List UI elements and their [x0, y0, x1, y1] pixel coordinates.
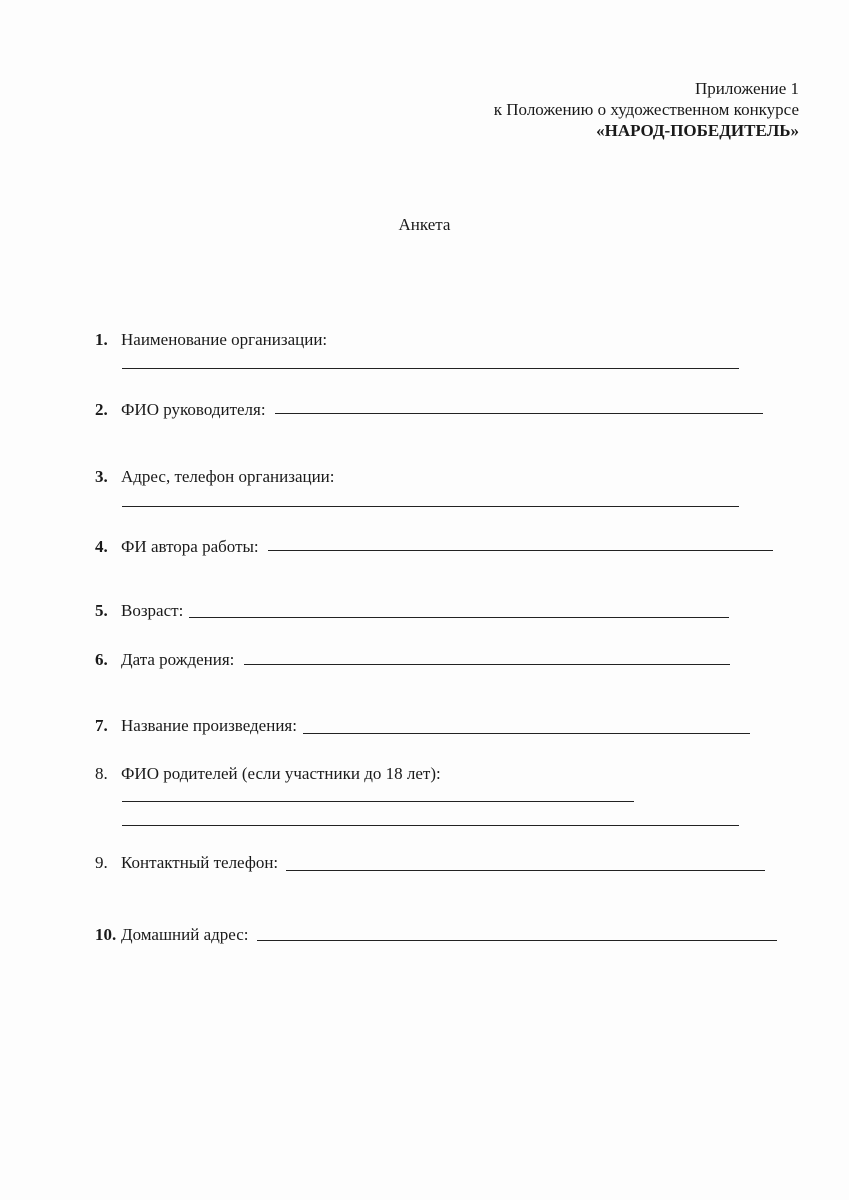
field-author-name [95, 537, 259, 557]
field-label: Домашний адрес: [121, 925, 249, 944]
field-age [95, 601, 183, 621]
field-birth-date [95, 650, 234, 670]
field-number: 4. [95, 537, 108, 556]
field-label: ФИО родителей (если участники до 18 лет): [121, 764, 441, 783]
field-number: 8. [95, 764, 108, 783]
field-label: Наименование организации: [121, 330, 328, 349]
appendix-label: Приложение 1 [695, 79, 799, 98]
field-number: 10. [95, 925, 117, 944]
fill-line-parents-name-1[interactable] [122, 801, 634, 802]
field-director-name [95, 400, 266, 420]
field-label: ФИ автора работы: [121, 537, 259, 556]
fill-line-parents-name-2[interactable] [122, 825, 739, 826]
fill-line-author-name[interactable] [268, 550, 773, 551]
fill-line-director-name[interactable] [275, 413, 763, 414]
fill-line-organization-address[interactable] [122, 506, 739, 507]
field-parents-name [95, 764, 441, 784]
field-label: Дата рождения: [121, 650, 235, 669]
field-label: Название произведения: [121, 716, 297, 735]
field-number: 7. [95, 716, 108, 735]
field-label: Возраст: [121, 601, 184, 620]
fill-line-age[interactable] [189, 617, 729, 618]
fill-line-birth-date[interactable] [244, 664, 730, 665]
fill-line-organization-name[interactable] [122, 368, 739, 369]
field-number: 5. [95, 601, 108, 620]
field-label: ФИО руководителя: [121, 400, 266, 419]
fill-line-home-address[interactable] [257, 940, 777, 941]
fill-line-work-title[interactable] [303, 733, 750, 734]
page-title: Анкета [398, 215, 451, 234]
field-label: Адрес, телефон организации: [121, 467, 335, 486]
field-number: 1. [95, 330, 108, 349]
field-contact-phone [95, 853, 278, 873]
document-header [494, 78, 799, 141]
field-number: 3. [95, 467, 108, 486]
field-organization-address [95, 467, 335, 487]
field-number: 6. [95, 650, 108, 669]
field-label: Контактный телефон: [121, 853, 279, 872]
field-number: 9. [95, 853, 108, 872]
regulation-reference: к Положению о художественном конкурсе [493, 100, 799, 119]
field-organization-name [95, 330, 327, 350]
fill-line-contact-phone[interactable] [286, 870, 765, 871]
field-work-title [95, 716, 297, 736]
field-number: 2. [95, 400, 108, 419]
contest-name: «НАРОД-ПОБЕДИТЕЛЬ» [596, 121, 799, 140]
field-home-address [95, 925, 249, 945]
